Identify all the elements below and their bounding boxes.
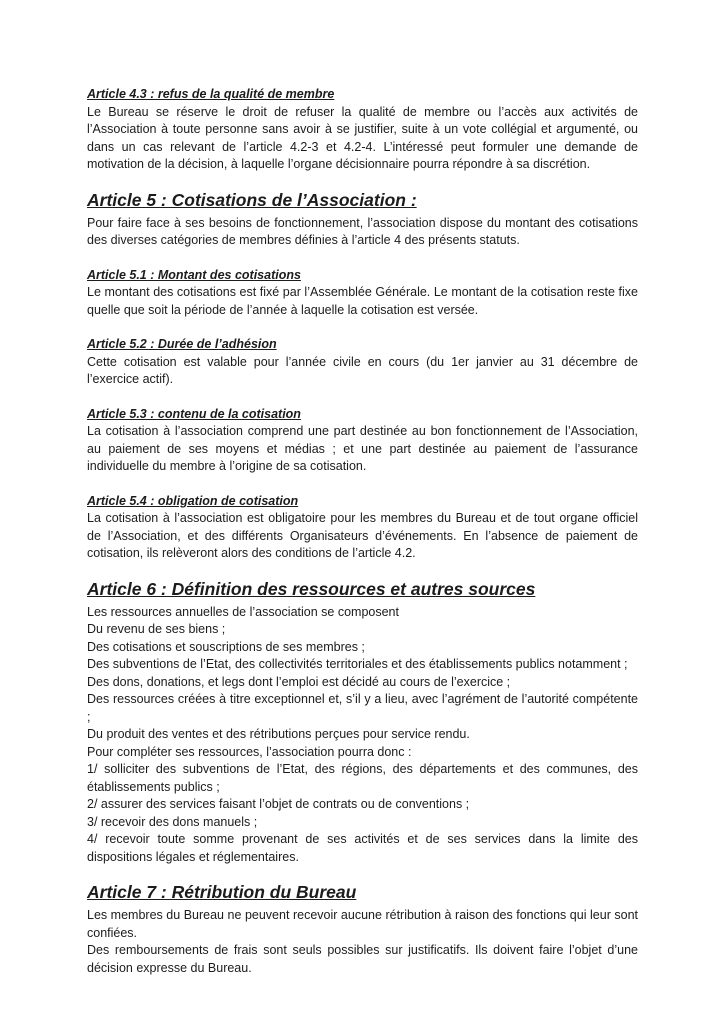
heading-article-5: Article 5 : Cotisations de l’Association : bbox=[87, 189, 417, 210]
subheading-article-5-2: Article 5.2 : Durée de l’adhésion bbox=[87, 337, 277, 351]
resource-item-subventions: Des subventions de l’Etat, des collectivités territoriales et des établissements publics notamment ; bbox=[87, 657, 628, 671]
resource-item-exceptionnel: Des ressources créées à titre exceptionnel et, s’il y a lieu, avec l’agrément de l’autorité compétente ; bbox=[87, 692, 638, 724]
paragraph-article-5-2: Cette cotisation est valable pour l’année civile en cours (du 1er janvier au 31 décembre de l’exercice actif). bbox=[87, 354, 638, 386]
resource-action-3: 3/ recevoir des dons manuels ; bbox=[87, 814, 258, 829]
resources-completer-line: Pour compléter ses ressources, l’association pourra donc : bbox=[87, 744, 412, 759]
paragraph-article-5-4: La cotisation à l’association est obligatoire pour les membres du Bureau et de tout organe officiel de l’Association, et des différents Organisateurs d’événements. En l’absence de paiement de cotisation, ils relèveront alors des conditions de l’article 4.2. bbox=[87, 511, 638, 560]
resource-action-2: 2/ assurer des services faisant l’objet de contrats ou de conventions ; bbox=[87, 797, 470, 811]
subheading-article-5-3: Article 5.3 : contenu de la cotisation bbox=[87, 406, 301, 421]
heading-article-6: Article 6 : Définition des ressources et autres sources bbox=[87, 578, 536, 599]
resource-action-1: 1/ solliciter des subventions de l’Etat, des régions, des départements et des communes, des établissements publics ; bbox=[87, 762, 638, 794]
resource-item-dons: Des dons, donations, et legs dont l’emploi est décidé au cours de l’exercice ; bbox=[87, 674, 511, 689]
resource-item-cotisations: Des cotisations et souscriptions de ses membres ; bbox=[87, 639, 365, 654]
subheading-article-5-4: Article 5.4 : obligation de cotisation bbox=[87, 493, 299, 508]
paragraph-article-7-line-1: Les membres du Bureau ne peuvent recevoir aucune rétribution à raison des fonctions qui leur sont confiées. bbox=[87, 908, 638, 940]
paragraph-article-5: Pour faire face à ses besoins de fonctionnement, l’association dispose du montant des cotisations des diverses catégories de membres définies à l’article 4 des présents statuts. bbox=[87, 215, 638, 247]
paragraph-article-4-3: Le Bureau se réserve le droit de refuser la qualité de membre ou l’accès aux activités de l’Association à toute personne sans avoir à se justifier, suite à un vote collégial et argumenté, ou dans un cas relevant de l’article 4.2-3 et 4.2-4. L’intéressé peut formuler une demande de motivation de la décision, à laquelle l’organe décisionnaire pourra répondre à sa discrétion. bbox=[87, 104, 638, 171]
paragraph-article-5-1: Le montant des cotisations est fixé par l’Assemblée Générale. Le montant de la cotisation reste fixe quelle que soit la période de l’année à laquelle la cotisation est versée. bbox=[87, 285, 638, 317]
resource-item-revenu: Du revenu de ses biens ; bbox=[87, 622, 226, 636]
subheading-article-4-3: Article 4.3 : refus de la qualité de membre bbox=[87, 87, 335, 101]
paragraph-article-7-line-2: Des remboursements de frais sont seuls possibles sur justificatifs. Ils doivent faire l’objet d’une décision expresse du Bureau. bbox=[87, 943, 638, 975]
paragraph-article-5-3: La cotisation à l’association comprend une part destinée au bon fonctionnement de l’Association, au paiement de ses moyens et médias ; et une part destinée au paiement de l’assurance individuelle du membre à l’origine de sa cotisation. bbox=[87, 424, 638, 473]
resource-action-4: 4/ recevoir toute somme provenant de ses activités et de ses services dans la limite des dispositions légales et réglementaires. bbox=[87, 832, 638, 864]
resource-item-ventes: Du produit des ventes et des rétributions perçues pour service rendu. bbox=[87, 727, 470, 741]
heading-article-7: Article 7 : Rétribution du Bureau bbox=[87, 882, 357, 902]
resources-intro-line: Les ressources annuelles de l’association se composent bbox=[87, 604, 399, 619]
subheading-article-5-1: Article 5.1 : Montant des cotisations bbox=[87, 267, 301, 282]
